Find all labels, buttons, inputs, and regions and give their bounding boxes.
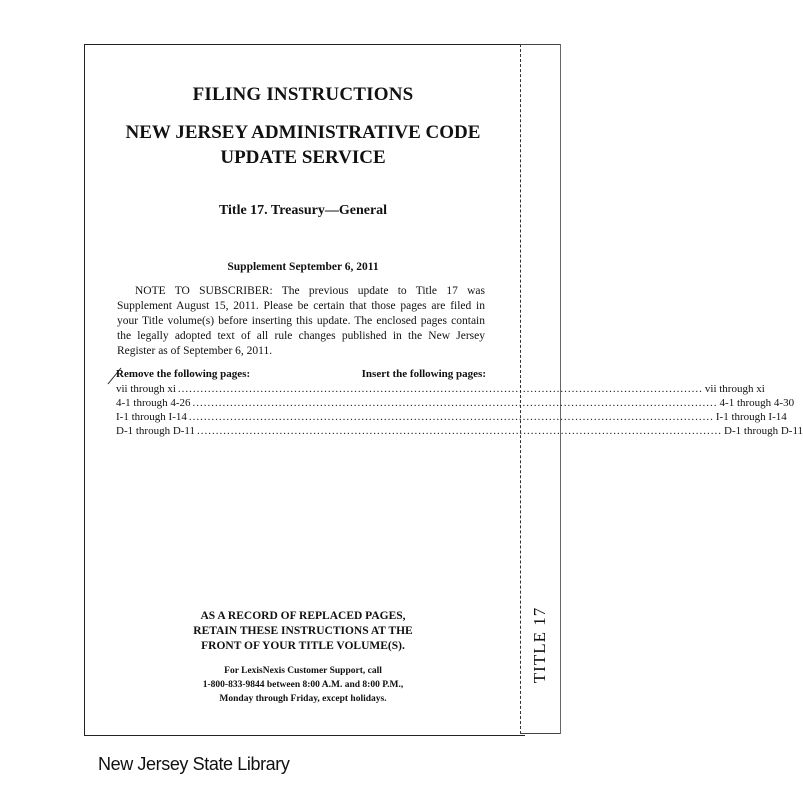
subscriber-note: NOTE TO SUBSCRIBER: The previous update to Title 17 was Supplement August 15, 2011. Please be certain that those pages are filed in your Title volume(s) before inserting this update. The enclosed pages contain the legally adopted text of all rule changes published in the New Jersey Register as of September 6, 2011.	[117, 285, 485, 357]
table-row	[116, 411, 787, 425]
insert-pages: 4-1 through 4-30	[719, 397, 795, 409]
table-row	[116, 397, 795, 411]
dot-leader: ............................................................................................................................................	[192, 397, 718, 409]
remove-pages: vii through xi	[116, 383, 176, 395]
supplement-date: Supplement September 6, 2011	[227, 261, 379, 273]
code-title-line1: NEW JERSEY ADMINISTRATIVE CODE	[125, 122, 481, 143]
table-row	[116, 383, 765, 397]
support-line-2: 1-800-833-9844 between 8:00 A.M. and 8:00 P.M.,	[202, 680, 404, 690]
record-line-2: RETAIN THESE INSTRUCTIONS AT THE	[193, 625, 413, 637]
title-name: Title 17. Treasury—General	[218, 203, 388, 218]
support-line-1: For LexisNexis Customer Support, call	[224, 666, 382, 676]
tab-bottom-line	[520, 733, 560, 734]
remove-pages: I-1 through I-14	[116, 411, 187, 423]
table-header	[116, 368, 486, 383]
page-title: FILING INSTRUCTIONS	[192, 84, 414, 105]
support-line-3: Monday through Friday, except holidays.	[219, 694, 387, 704]
code-title	[84, 120, 522, 170]
code-title-line2: UPDATE SERVICE	[220, 147, 386, 168]
remove-pages: 4-1 through 4-26	[116, 397, 191, 409]
insert-header: Insert the following pages:	[361, 368, 486, 380]
remove-pages: D-1 through D-11	[116, 425, 196, 437]
insert-pages: vii through xi	[704, 383, 765, 395]
dot-leader: ............................................................................................................................................	[197, 425, 723, 437]
record-line-1: AS A RECORD OF REPLACED PAGES,	[200, 610, 406, 622]
table-row	[116, 425, 803, 439]
dot-leader: ............................................................................................................................................	[188, 411, 714, 423]
tab-top-line	[520, 44, 560, 45]
spine-tab	[520, 600, 560, 690]
record-line-3: FRONT OF YOUR TITLE VOLUME(S).	[201, 640, 405, 652]
customer-support-info	[84, 664, 522, 706]
dot-leader: ............................................................................................................................................	[177, 383, 703, 395]
insert-pages: D-1 through D-11	[724, 425, 803, 437]
insert-pages: I-1 through I-14	[715, 411, 787, 423]
library-footer: New Jersey State Library	[98, 754, 290, 774]
spine-label: TITLE 17	[530, 606, 549, 684]
page-replacement-table	[116, 368, 803, 439]
record-instructions	[84, 609, 522, 654]
remove-header: Remove the following pages:	[116, 368, 251, 380]
